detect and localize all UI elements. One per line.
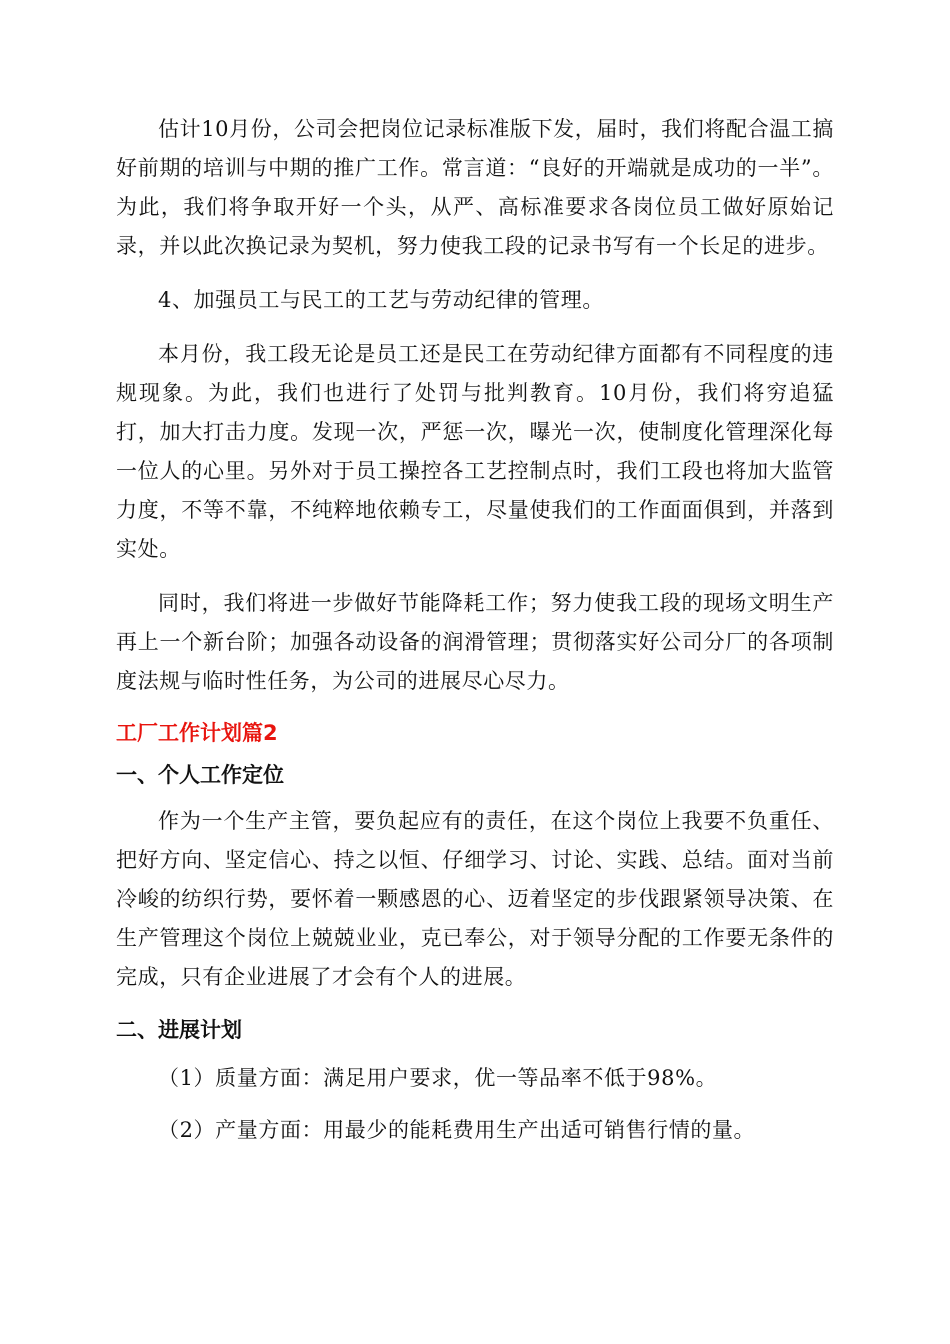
list-item-quality: （1）质量方面：满足用户要求，优一等品率不低于98%。 — [158, 1066, 718, 1090]
document-page — [116, 110, 834, 1163]
paragraph-energy-saving: 同时，我们将进一步做好节能降耗工作；努力使我工段的现场文明生产再上一个新台阶；加强各动设备的润滑管理；贯彻落实好公司分厂的各项制度法规与临时性任务，为公司的进展尽心尽力。 — [116, 591, 834, 693]
list-item-output: （2）产量方面：用最少的能耗费用生产出适可销售行情的量。 — [158, 1118, 756, 1142]
paragraph-discipline: 本月份，我工段无论是员工还是民工在劳动纪律方面都有不同程度的违规现象。为此，我们也进行了处罚与批判教育。10月份，我们将穷追猛打，加大打击力度。发现一次，严惩一次，曝光一次，使制度化管理深化每一位人的心里。另外对于员工操控各工艺控制点时，我们工段也将加大监管力度，不等不靠，不纯粹地依赖专工，尽量使我们的工作面面俱到，并落到实处。 — [116, 342, 834, 561]
paragraph-record-standard: 估计10月份，公司会把岗位记录标准版下发，届时，我们将配合温工搞好前期的培训与中期的推广工作。常言道：“良好的开端就是成功的一半”。为此，我们将争取开好一个头，从严、高标准要求各岗位员工做好原始记录，并以此次换记录为契机，努力使我工段的记录书写有一个长足的进步。 — [116, 117, 834, 258]
paragraph-personal-position: 作为一个生产主管，要负起应有的责任，在这个岗位上我要不负重任、把好方向、坚定信心、持之以恒、仔细学习、讨论、实践、总结。面对当前冷峻的纺织行势，要怀着一颗感恩的心、迈着坚定的步伐跟紧领导决策、在生产管理这个岗位上兢兢业业，克已奉公，对于领导分配的工作要无条件的完成，只有企业进展了才会有个人的进展。 — [116, 809, 834, 989]
paragraph-item-4: 4、加强员工与民工的工艺与劳动纪律的管理。 — [158, 288, 604, 312]
heading-progress-plan: 二、进展计划 — [116, 1018, 242, 1042]
heading-personal-position: 一、个人工作定位 — [116, 763, 284, 787]
section-title: 工厂工作计划篇2 — [116, 721, 278, 745]
